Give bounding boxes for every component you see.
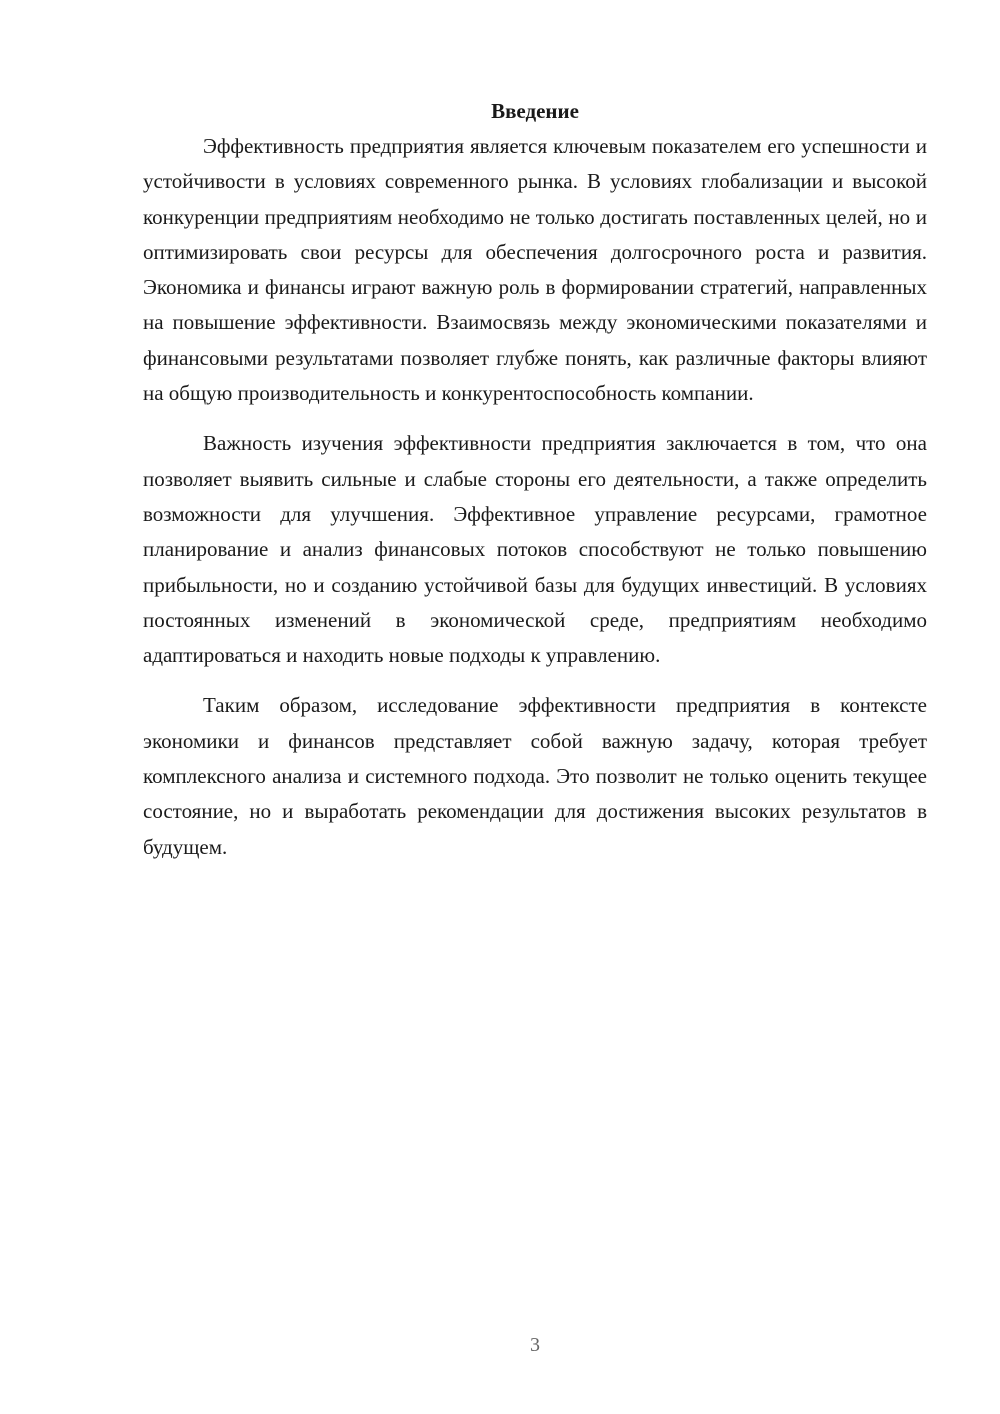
paragraph: Важность изучения эффективности предприятия заключается в том, что она позволяет выявить сильные и слабые стороны его деятельности, а также определить возможности для улучшения. Эффективное управление ресурсами, грамотное планирование и анализ финансовых потоков способствуют не только повышению прибыльности, но и созданию устойчивой базы для будущих инвестиций. В условиях постоянных изменений в экономической среде, предприятиям необходимо адаптироваться и находить новые подходы к управлению. (143, 431, 927, 668)
section-title: Введение (491, 99, 579, 123)
page-number: 3 (530, 1334, 540, 1356)
page-content (143, 94, 927, 865)
paragraph: Эффективность предприятия является ключевым показателем его успешности и устойчивости в условиях современного рынка. В условиях глобализации и высокой конкуренции предприятиям необходимо не только достигать поставленных целей, но и оптимизировать свои ресурсы для обеспечения долгосрочного роста и развития. Экономика и финансы играют важную роль в формировании стратегий, направленных на повышение эффективности. Взаимосвязь между экономическими показателями и финансовыми результатами позволяет глубже понять, как различные факторы влияют на общую производительность и конкурентоспособность компании. (143, 134, 927, 406)
paragraph: Таким образом, исследование эффективности предприятия в контексте экономики и финансов представляет собой важную задачу, которая требует комплексного анализа и системного подхода. Это позволит не только оценить текущее состояние, но и выработать рекомендации для достижения высоких результатов в будущем. (143, 693, 927, 859)
